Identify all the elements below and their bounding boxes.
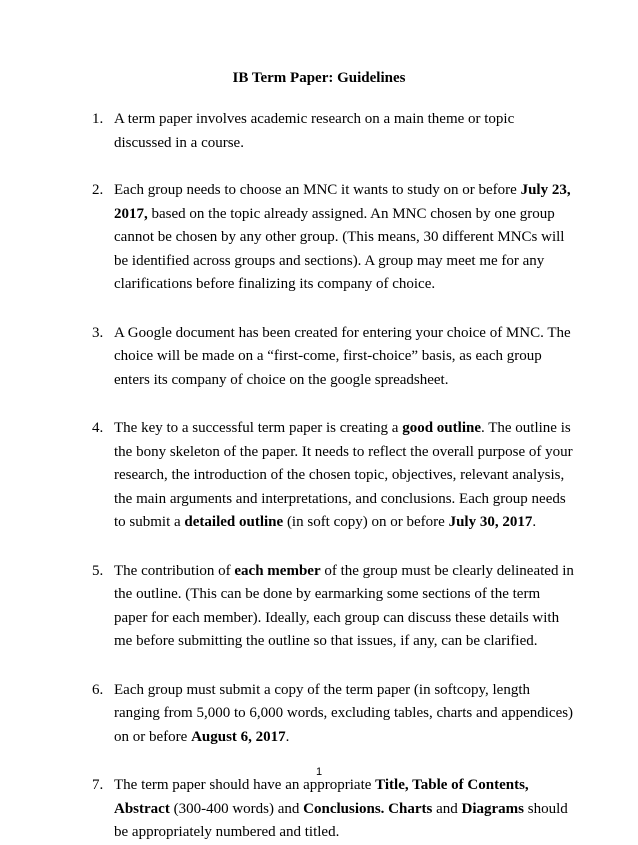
item-text: . The outline is the bony skeleton of the paper. It needs to reflect the overall purpose of your research, the introduction of the chosen topic, objectives, relevant analysis, the main arguments and interpretations, and conclusions. Each group needs to submit a bbox=[114, 420, 573, 530]
item-text-bold: Diagrams bbox=[461, 800, 525, 817]
item-text: (300-400 words) and bbox=[169, 800, 304, 817]
item-number: 7. bbox=[92, 777, 104, 793]
item-text-bold: July 23, 2017, bbox=[114, 182, 571, 222]
guideline-item bbox=[92, 179, 574, 297]
item-text: The term paper should have an appropriate bbox=[114, 777, 376, 793]
guideline-item bbox=[92, 679, 574, 750]
item-text: A Google document has been created for entering your choice of MNC. The choice will be made on a “first-come, first-choice” basis, as each group enters its company of choice on the google spreadsheet. bbox=[114, 324, 571, 388]
item-text-bold: good outline bbox=[402, 420, 481, 436]
item-text: based on the topic already assigned. An MNC chosen by one group cannot be chosen by any other group. (This means, 30 different MNCs will be identified across groups and sections). A group may meet me for any clarifications before finalizing its company of choice. bbox=[114, 205, 565, 292]
item-text: of the group must be clearly delineated in the outline. (This can be done by earmarking some sections of the term paper for each member). Ideally, each group can discuss these details with me before submitting the outline so that issues, if any, can be clarified. bbox=[114, 562, 574, 649]
document-title: IB Term Paper: Guidelines bbox=[232, 70, 406, 86]
item-text: . bbox=[285, 728, 290, 745]
item-number: 6. bbox=[92, 681, 104, 698]
item-text: The key to a successful term paper is creating a bbox=[114, 420, 403, 436]
item-text: Each group must submit a copy of the term paper (in softcopy, length ranging from 5,000 to 6,000 words, excluding tables, charts and appendices) on or before bbox=[114, 681, 574, 745]
item-number: 3. bbox=[92, 324, 104, 341]
item-number: 4. bbox=[92, 420, 104, 436]
item-text-bold: Title, Table of Contents, Abstract bbox=[114, 777, 529, 817]
guideline-item bbox=[92, 774, 574, 845]
guideline-list bbox=[92, 108, 574, 845]
guideline-item bbox=[92, 417, 574, 535]
item-text-bold: detailed outline bbox=[184, 514, 284, 530]
item-text: Each group needs to choose an MNC it wants to study on or before bbox=[114, 182, 521, 198]
guideline-item bbox=[92, 108, 574, 155]
item-text: should be appropriately numbered and titled. bbox=[114, 800, 568, 840]
guideline-item bbox=[92, 322, 574, 393]
item-text-bold: Conclusions. Charts bbox=[303, 800, 433, 817]
item-number: 2. bbox=[92, 182, 104, 198]
item-text: A term paper involves academic research on a main theme or topic discussed in a course. bbox=[114, 111, 515, 151]
item-text: The contribution of bbox=[114, 562, 235, 579]
item-number: 5. bbox=[92, 562, 104, 579]
item-text-bold: July 30, 2017 bbox=[448, 514, 533, 530]
item-text: and bbox=[432, 800, 462, 817]
guideline-item bbox=[92, 560, 574, 654]
item-text-bold: August 6, 2017 bbox=[191, 728, 286, 745]
item-text: (in soft copy) on or before bbox=[283, 514, 449, 530]
page-number: 1 bbox=[315, 766, 323, 778]
item-text: . bbox=[532, 514, 537, 530]
item-text-bold: each member bbox=[234, 562, 321, 579]
item-number: 1. bbox=[92, 111, 104, 127]
